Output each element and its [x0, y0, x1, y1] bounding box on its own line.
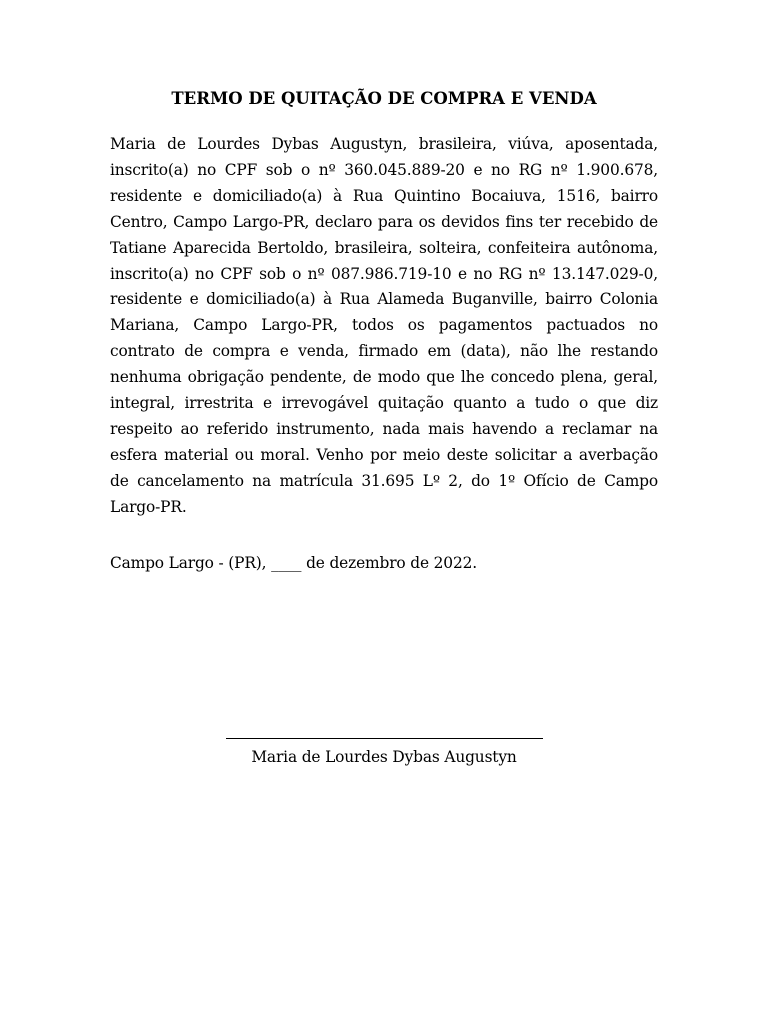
signature-name: Maria de Lourdes Dybas Augustyn — [251, 748, 517, 766]
document-title: TERMO DE QUITAÇÃO DE COMPRA E VENDA — [171, 89, 597, 108]
signature-line — [226, 738, 543, 739]
date-line: Campo Largo - (PR), ____ de dezembro de 2022. — [110, 554, 477, 572]
document-body: Maria de Lourdes Dybas Augustyn, brasileira, viúva, aposentada, inscrito(a) no CPF sob o nº 360.045.889-20 e no RG nº 1.900.678, residente e domiciliado(a) à Rua Quintino Bocaiuva, 1516, bairro Centro, Campo Largo-PR, declaro para os devidos fins ter recebido de Tatiane Aparecida Bertoldo, brasileira, solteira, confeiteira autônoma, inscrito(a) no CPF sob o nº 087.986.719-10 e no RG nº 13.147.029-0, residente e domiciliado(a) à Rua Alameda Buganville, bairro Colonia Mariana, Campo Largo-PR, todos os pagamentos pactuados no contrato de compra e venda, firmado em (data), não lhe restando nenhuma obrigação pendente, de modo que lhe concedo plena, geral, integral, irrestrita e irrevogável quitação quanto a tudo o que diz respeito ao referido instrumento, nada mais havendo a reclamar na esfera material ou moral. Venho por meio deste solicitar a averbação de cancelamento na matrícula 31.695 Lº 2, do 1º Ofício de Campo Largo-PR. — [110, 135, 658, 516]
signature-block — [110, 722, 658, 769]
